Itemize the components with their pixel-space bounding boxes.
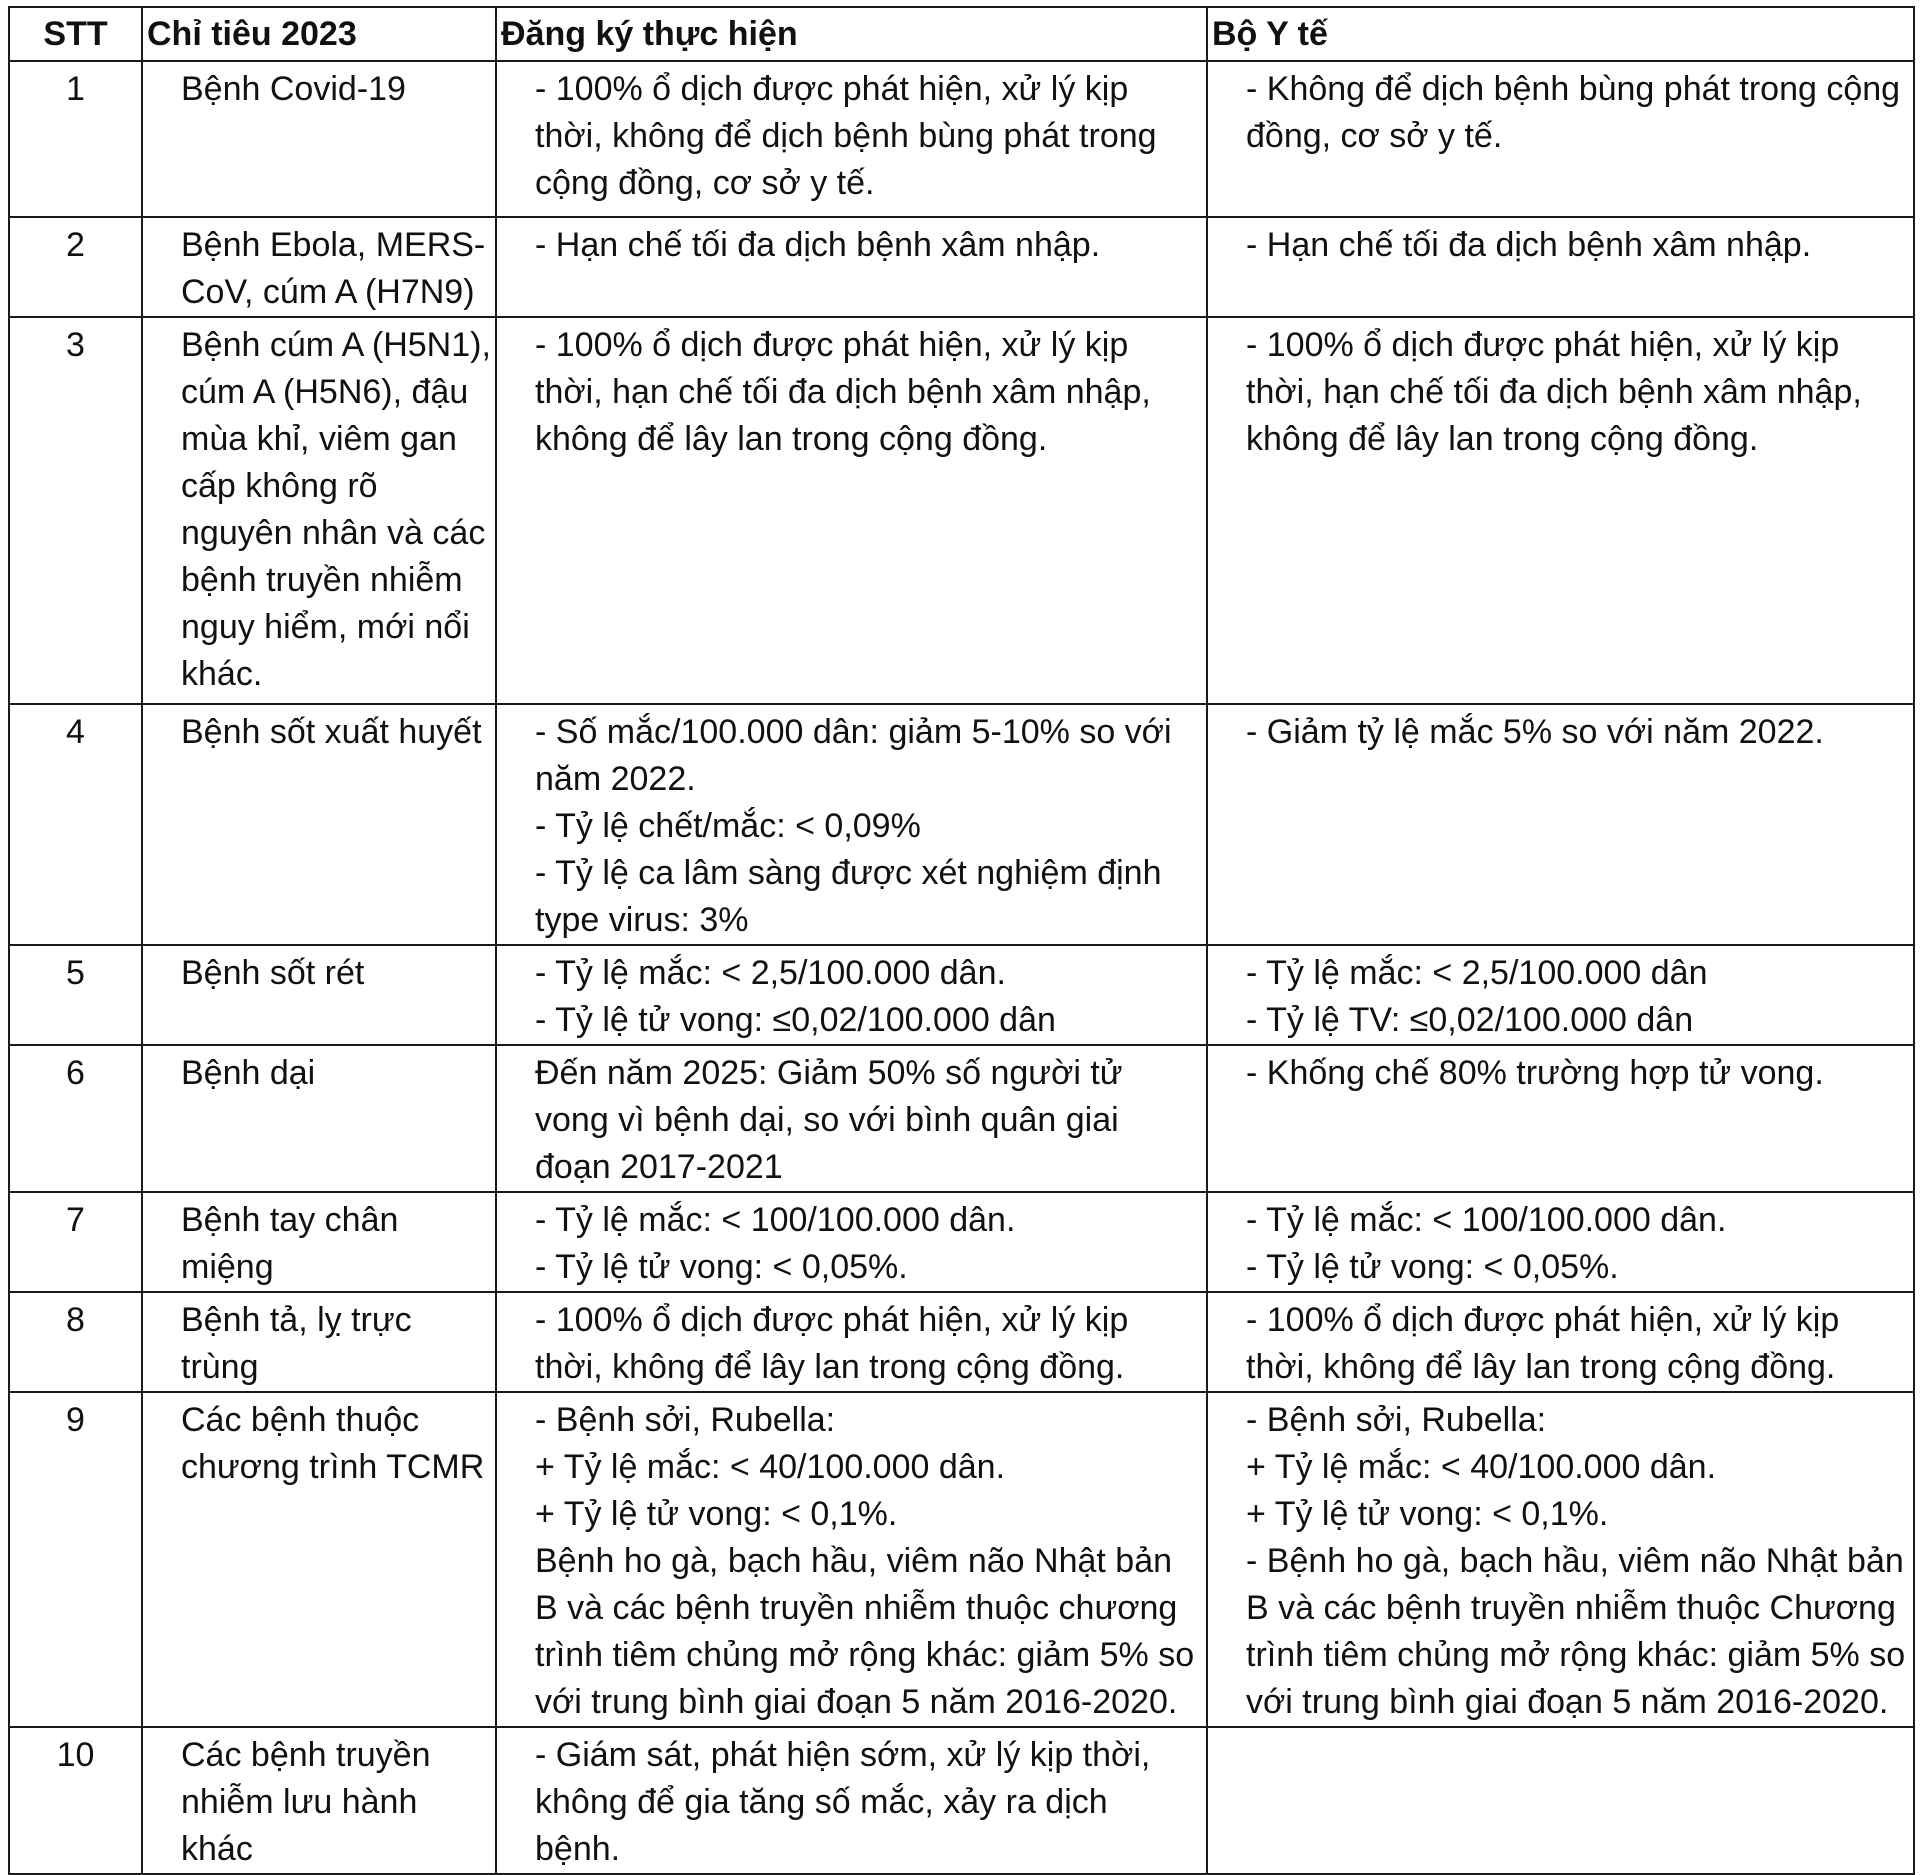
- row-registered: [496, 1045, 1207, 1192]
- row-registered: [496, 1192, 1207, 1292]
- ministry-line: - Giảm tỷ lệ mắc 5% so với năm 2022.: [1246, 713, 1824, 751]
- row-stt: 2: [9, 217, 142, 317]
- row-ministry: [1207, 61, 1914, 217]
- row-registered: [496, 1292, 1207, 1392]
- header-ministry: Bộ Y tế: [1207, 7, 1914, 61]
- table-header: [9, 7, 1914, 61]
- ministry-line: - 100% ổ dịch được phát hiện, xử lý kịp thời, không để lây lan trong cộng đồng.: [1246, 1301, 1840, 1386]
- row-disease: Bệnh tả, lỵ trực trùng: [142, 1292, 496, 1392]
- ministry-line: - Tỷ lệ mắc: < 100/100.000 dân.: [1246, 1201, 1727, 1239]
- row-ministry: [1207, 945, 1914, 1045]
- registered-line: - Tỷ lệ tử vong: < 0,05%.: [535, 1248, 908, 1286]
- row-registered: [496, 217, 1207, 317]
- row-ministry: [1207, 704, 1914, 945]
- header-stt: STT: [9, 7, 142, 61]
- row-disease: Các bệnh truyền nhiễm lưu hành khác: [142, 1727, 496, 1874]
- row-ministry: [1207, 1192, 1914, 1292]
- table-body: [9, 61, 1914, 1874]
- ministry-line: - Hạn chế tối đa dịch bệnh xâm nhập.: [1246, 226, 1812, 264]
- row-disease: Bệnh dại: [142, 1045, 496, 1192]
- row-disease: Bệnh sốt rét: [142, 945, 496, 1045]
- header-target: Chỉ tiêu 2023: [142, 7, 496, 61]
- row-ministry: [1207, 1292, 1914, 1392]
- row-stt: 8: [9, 1292, 142, 1392]
- registered-line: - Tỷ lệ mắc: < 2,5/100.000 dân.: [535, 954, 1006, 992]
- row-stt: 6: [9, 1045, 142, 1192]
- registered-line: - Tỷ lệ chết/mắc: < 0,09%: [535, 807, 921, 845]
- ministry-line: - 100% ổ dịch được phát hiện, xử lý kịp thời, hạn chế tối đa dịch bệnh xâm nhập, không để lây lan trong cộng đồng.: [1246, 326, 1862, 458]
- table-row: [9, 1192, 1914, 1292]
- row-registered: [496, 317, 1207, 704]
- table-row: [9, 1045, 1914, 1192]
- registered-line: - Hạn chế tối đa dịch bệnh xâm nhập.: [535, 226, 1101, 264]
- ministry-line: - Bệnh sởi, Rubella:: [1246, 1401, 1547, 1439]
- row-registered: [496, 1392, 1207, 1727]
- registered-line: - Bệnh sởi, Rubella:: [535, 1401, 836, 1439]
- row-stt: 7: [9, 1192, 142, 1292]
- registered-line: Bệnh ho gà, bạch hầu, viêm não Nhật bản B và các bệnh truyền nhiễm thuộc chương trình tiêm chủng mở rộng khác: giảm 5% so với trung bình giai đoạn 5 năm 2016-2020.: [535, 1542, 1195, 1721]
- registered-line: - Tỷ lệ mắc: < 100/100.000 dân.: [535, 1201, 1016, 1239]
- disease-targets-table: [8, 6, 1915, 1875]
- row-ministry: [1207, 1392, 1914, 1727]
- row-disease: Bệnh Ebola, MERS-CoV, cúm A (H7N9): [142, 217, 496, 317]
- registered-line: + Tỷ lệ tử vong: < 0,1%.: [535, 1495, 898, 1533]
- row-ministry: [1207, 1045, 1914, 1192]
- row-stt: 10: [9, 1727, 142, 1874]
- table-row: [9, 704, 1914, 945]
- header-registered: Đăng ký thực hiện: [496, 7, 1207, 61]
- registered-line: - 100% ổ dịch được phát hiện, xử lý kịp thời, hạn chế tối đa dịch bệnh xâm nhập, không để lây lan trong cộng đồng.: [535, 326, 1151, 458]
- header-row: [9, 7, 1914, 61]
- row-disease: Bệnh cúm A (H5N1), cúm A (H5N6), đậu mùa khỉ, viêm gan cấp không rõ nguyên nhân và các bệnh truyền nhiễm nguy hiểm, mới nổi khác.: [142, 317, 496, 704]
- table-row: [9, 945, 1914, 1045]
- row-registered: [496, 1727, 1207, 1874]
- ministry-line: + Tỷ lệ mắc: < 40/100.000 dân.: [1246, 1448, 1717, 1486]
- row-ministry: [1207, 1727, 1914, 1874]
- row-stt: 9: [9, 1392, 142, 1727]
- row-disease: Bệnh Covid-19: [142, 61, 496, 217]
- table-row: [9, 1392, 1914, 1727]
- row-stt: 5: [9, 945, 142, 1045]
- row-ministry: [1207, 317, 1914, 704]
- ministry-line: - Tỷ lệ mắc: < 2,5/100.000 dân: [1246, 954, 1708, 992]
- row-ministry: [1207, 217, 1914, 317]
- registered-line: - Số mắc/100.000 dân: giảm 5-10% so với năm 2022.: [535, 713, 1172, 798]
- row-stt: 1: [9, 61, 142, 217]
- row-disease: Bệnh tay chân miệng: [142, 1192, 496, 1292]
- ministry-line: - Tỷ lệ TV: ≤0,02/100.000 dân: [1246, 1001, 1694, 1039]
- registered-line: - Giám sát, phát hiện sớm, xử lý kịp thời, không để gia tăng số mắc, xảy ra dịch bệnh.: [535, 1736, 1151, 1868]
- ministry-line: - Tỷ lệ tử vong: < 0,05%.: [1246, 1248, 1619, 1286]
- registered-line: - Tỷ lệ ca lâm sàng được xét nghiệm định type virus: 3%: [535, 854, 1162, 939]
- table-row: [9, 1292, 1914, 1392]
- registered-line: Đến năm 2025: Giảm 50% số người tử vong vì bệnh dại, so với bình quân giai đoạn 2017-2021: [535, 1054, 1123, 1186]
- table-row: [9, 217, 1914, 317]
- row-stt: 4: [9, 704, 142, 945]
- ministry-line: - Bệnh ho gà, bạch hầu, viêm não Nhật bản B và các bệnh truyền nhiễm thuộc Chương trình tiêm chủng mở rộng khác: giảm 5% so với trung bình giai đoạn 5 năm 2016-2020.: [1246, 1542, 1906, 1721]
- ministry-line: + Tỷ lệ tử vong: < 0,1%.: [1246, 1495, 1609, 1533]
- ministry-line: - Khống chế 80% trường hợp tử vong.: [1246, 1054, 1824, 1092]
- registered-line: + Tỷ lệ mắc: < 40/100.000 dân.: [535, 1448, 1006, 1486]
- row-disease: Các bệnh thuộc chương trình TCMR: [142, 1392, 496, 1727]
- table-row: [9, 1727, 1914, 1874]
- row-registered: [496, 945, 1207, 1045]
- registered-line: - 100% ổ dịch được phát hiện, xử lý kịp thời, không để dịch bệnh bùng phát trong cộng đồng, cơ sở y tế.: [535, 70, 1157, 202]
- table-row: [9, 61, 1914, 217]
- row-registered: [496, 61, 1207, 217]
- row-registered: [496, 704, 1207, 945]
- registered-line: - 100% ổ dịch được phát hiện, xử lý kịp thời, không để lây lan trong cộng đồng.: [535, 1301, 1129, 1386]
- row-stt: 3: [9, 317, 142, 704]
- table-row: [9, 317, 1914, 704]
- row-disease: Bệnh sốt xuất huyết: [142, 704, 496, 945]
- registered-line: - Tỷ lệ tử vong: ≤0,02/100.000 dân: [535, 1001, 1056, 1039]
- ministry-line: - Không để dịch bệnh bùng phát trong cộng đồng, cơ sở y tế.: [1246, 70, 1901, 155]
